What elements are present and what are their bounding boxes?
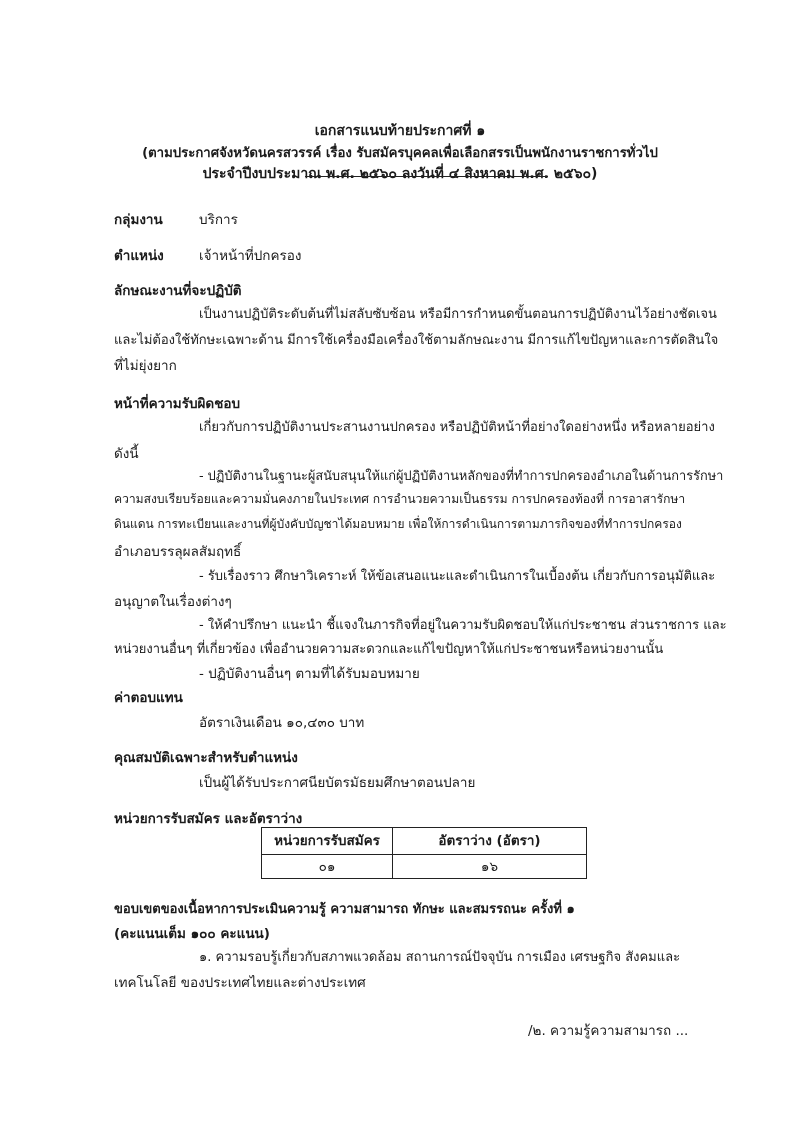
duty-item-1-line: ดินแดน การทะเบียนและงานที่ผู้บังคับบัญชาได้มอบหมาย เพื่อให้การดำเนินการตามภารกิจของที่ทำการปกครอง — [114, 517, 682, 531]
scope-item-1-line: เทคโนโลยี ของประเทศไทยและต่างประเทศ — [114, 975, 366, 991]
duty-item-1-line: อำเภอบรรลุผลสัมฤทธิ์ — [114, 544, 242, 560]
duty-item-3-line: - ให้คำปรึกษา แนะนำ ชี้แจงในภารกิจที่อยู่ในความรับผิดชอบให้แก่ประชาชน ส่วนราชการ และ — [199, 618, 727, 633]
scope-item-1-line: ๑. ความรอบรู้เกี่ยวกับสภาพแวดล้อม สถานการณ์ปัจจุบัน การเมือง เศรษฐกิจ สังคมและ — [199, 950, 681, 965]
duties-heading: หน้าที่ความรับผิดชอบ — [114, 396, 241, 412]
position-label: ตำแหน่ง — [114, 248, 164, 264]
qualification-text: เป็นผู้ได้รับประกาศนียบัตรมัธยมศึกษาตอนปลาย — [199, 775, 476, 791]
document-title: เอกสารแนบท้ายประกาศที่ ๑ — [314, 123, 486, 139]
table-header-unit: หน่วยการรับสมัคร — [274, 833, 380, 849]
duty-item-1-line: ความสงบเรียบร้อยและความมั่นคงภายในประเทศ การอำนวยความเป็นธรรม การปกครองท้องที่ การอาสารักษา — [114, 492, 686, 506]
vacancy-table — [261, 827, 587, 879]
scope-heading: ขอบเขตของเนื้อหาการประเมินความรู้ ความสามารถ ทักษะ และสมรรถนะ ครั้งที่ ๑ — [114, 902, 575, 917]
scope-score: (คะแนนเต็ม ๑๐๐ คะแนน) — [114, 926, 270, 942]
job-nature-line: ที่ไม่ยุ่งยาก — [114, 358, 177, 374]
group-label: กลุ่มงาน — [114, 212, 163, 228]
table-cell-unit: ๐๑ — [318, 859, 336, 875]
table-header-vacancy: อัตราว่าง (อัตรา) — [438, 833, 541, 849]
duty-item-1-line: - ปฏิบัติงานในฐานะผู้สนับสนุนให้แก่ผู้ปฏิบัติงานหลักของที่ทำการปกครองอำเภอในด้านการรักษา — [199, 469, 724, 484]
job-nature-heading: ลักษณะงานที่จะปฏิบัติ — [114, 283, 242, 299]
duties-intro-line: เกี่ยวกับการปฏิบัติงานประสานงานปกครอง หรือปฏิบัติหน้าที่อย่างใดอย่างหนึ่ง หรือหลายอย่าง — [199, 420, 715, 435]
group-value: บริการ — [199, 212, 238, 228]
qualification-heading: คุณสมบัติเฉพาะสำหรับตำแหน่ง — [114, 750, 298, 766]
job-nature-line: และไม่ต้องใช้ทักษะเฉพาะด้าน มีการใช้เครื่องมือเครื่องใช้ตามลักษณะงาน มีการแก้ไขปัญหาและการตัดสินใจ — [114, 333, 719, 348]
duty-item-4: - ปฏิบัติงานอื่นๆ ตามที่ได้รับมอบหมาย — [199, 666, 420, 682]
compensation-text: อัตราเงินเดือน ๑๐,๔๓๐ บาท — [199, 715, 365, 731]
job-nature-line: เป็นงานปฏิบัติระดับต้นที่ไม่สลับซับซ้อน หรือมีการกำหนดขั้นตอนการปฏิบัติงานไว้อย่างชัดเจน — [199, 307, 717, 322]
table-cell-vacancy: ๑๖ — [480, 859, 499, 875]
duty-item-2-line: - รับเรื่องราว ศึกษาวิเคราะห์ ให้ข้อเสนอแนะและดำเนินการในเบื้องต้น เกี่ยวกับการอนุมัติและ — [199, 569, 716, 584]
position-value: เจ้าหน้าที่ปกครอง — [199, 248, 302, 264]
title-divider — [305, 176, 548, 177]
document-subtitle-line-2: ประจำปีงบประมาณ พ.ศ. ๒๕๖๐ ลงวันที่ ๔ สิงหาคม พ.ศ. ๒๕๖๐) — [202, 166, 598, 182]
continued-marker: /๒. ความรู้ความสามารถ ... — [528, 1023, 689, 1039]
compensation-heading: ค่าตอบแทน — [114, 690, 183, 706]
duty-item-3-line: หน่วยงานอื่นๆ ที่เกี่ยวข้อง เพื่ออำนวยความสะดวกและแก้ไขปัญหาให้แก่ประชาชนหรือหน่วยงานนั้น — [114, 642, 664, 657]
duty-item-2-line: อนุญาตในเรื่องต่างๆ — [114, 594, 232, 610]
vacancy-heading: หน่วยการรับสมัคร และอัตราว่าง — [114, 811, 303, 827]
document-subtitle-line-1: (ตามประกาศจังหวัดนครสวรรค์ เรื่อง รับสมัครบุคคลเพื่อเลือกสรรเป็นพนักงานราชการทั่วไป — [142, 146, 658, 161]
duties-intro-line: ดังนี้ — [114, 446, 139, 462]
